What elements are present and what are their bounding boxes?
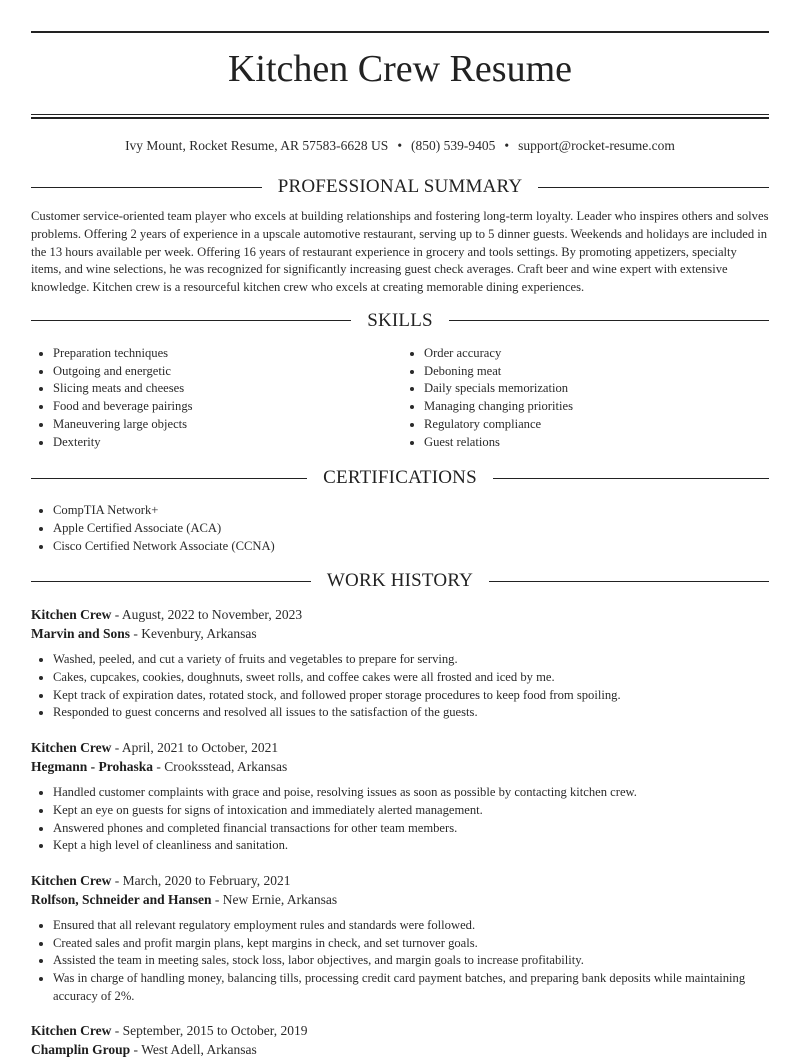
job-bullet: Was in charge of handling money, balancing tills, processing credit card payment batches, and preparing bank deposits while maintaining accuracy of 2%. — [31, 970, 769, 1005]
job-location: West Adell, Arkansas — [141, 1042, 257, 1058]
job-bullet: Created sales and profit margin plans, kept margins in check, and set turnover goals. — [31, 935, 769, 953]
heading-rule-right — [493, 478, 769, 479]
job-bullets — [31, 784, 769, 855]
heading-rule-right — [538, 187, 769, 188]
job-entry — [31, 1021, 769, 1059]
section-title: WORK HISTORY — [326, 570, 474, 592]
skill-item: Deboning meat — [402, 363, 769, 381]
job-company-line — [31, 757, 769, 776]
skill-item: Guest relations — [402, 434, 769, 452]
bullet-separator: • — [397, 138, 403, 153]
dash-separator: - — [111, 872, 123, 888]
certification-item: Apple Certified Associate (ACA) — [31, 520, 769, 538]
skill-item: Slicing meats and cheeses — [31, 380, 400, 398]
dash-separator: - — [211, 891, 223, 907]
job-company: Marvin and Sons — [31, 626, 131, 642]
section-heading-certifications — [31, 466, 769, 490]
skill-item: Maneuvering large objects — [31, 416, 400, 434]
heading-rule-right — [449, 320, 769, 321]
job-dates: March, 2020 to February, 2021 — [122, 872, 291, 888]
job-bullets — [31, 917, 769, 1006]
job-title: Kitchen Crew — [31, 1023, 112, 1039]
skill-item: Food and beverage pairings — [31, 398, 400, 416]
job-location: Crooksstead, Arkansas — [164, 759, 288, 775]
skills-column-right — [400, 345, 769, 451]
skill-item: Order accuracy — [402, 345, 769, 363]
job-bullet: Assisted the team in meeting sales, stock loss, labor objectives, and margin goals to increase profitability. — [31, 952, 769, 970]
job-entry — [31, 605, 769, 722]
heading-rule-left — [31, 320, 351, 321]
skills-column-left — [31, 345, 400, 451]
job-location: Kevenbury, Arkansas — [141, 626, 257, 642]
contact-line — [31, 137, 769, 155]
header-top-rule — [31, 31, 769, 33]
heading-rule-left — [31, 478, 307, 479]
job-entry — [31, 738, 769, 855]
section-title: PROFESSIONAL SUMMARY — [277, 176, 523, 197]
page-title: Kitchen Crew Resume — [227, 48, 573, 90]
summary-text: Customer service-oriented team player who excels at building relationships and fostering long-term loyalty. Leader who inspires others and solves problems. Offering 2 years of experience in a upscale automotive restaurant, serving up to 5 dinner guests. Weekends and holidays are included in the 13 hours available per week. Offering 16 years of restaurant experience in grocery and tools settings. By promoting appetizers, specialty items, and wine selections, he was recognized for significantly increasing guest check averages. Craft beer and wine expert with extensive knowledge. Kitchen crew is a resourceful kitchen crew who excels at creating memorable dining experiences. — [31, 209, 769, 295]
skill-item: Outgoing and energetic — [31, 363, 400, 381]
job-company-line — [31, 624, 769, 643]
job-bullet: Kept track of expiration dates, rotated stock, and followed proper storage procedures to keep food from spoiling. — [31, 687, 769, 705]
contact-email: support@rocket-resume.com — [518, 138, 675, 153]
dash-separator: - — [111, 740, 122, 756]
job-title: Kitchen Crew — [31, 872, 112, 888]
job-bullet: Washed, peeled, and cut a variety of fruits and vegetables to prepare for serving. — [31, 651, 769, 669]
section-heading-summary — [31, 175, 769, 199]
heading-rule-right — [489, 581, 769, 582]
job-bullets — [31, 651, 769, 722]
job-bullet: Ensured that all relevant regulatory employment rules and standards were followed. — [31, 917, 769, 935]
job-bullet: Answered phones and completed financial transactions for other team members. — [31, 820, 769, 838]
job-bullet: Handled customer complaints with grace and poise, resolving issues as soon as possible by contacting kitchen crew. — [31, 784, 769, 802]
job-company-line — [31, 1040, 769, 1059]
job-title-line — [31, 1021, 769, 1040]
job-bullet: Kept a high level of cleanliness and sanitation. — [31, 837, 769, 855]
certification-item: CompTIA Network+ — [31, 502, 769, 520]
skill-item: Preparation techniques — [31, 345, 400, 363]
section-title: CERTIFICATIONS — [323, 467, 477, 489]
dash-separator: - — [130, 626, 142, 642]
contact-phone: (850) 539-9405 — [411, 138, 496, 153]
job-title: Kitchen Crew — [31, 607, 112, 623]
contact-address: Ivy Mount, Rocket Resume, AR 57583-6628 US — [125, 138, 389, 153]
job-bullet: Cakes, cupcakes, cookies, doughnuts, sweet rolls, and coffee cakes were all frosted and iced by me. — [31, 669, 769, 687]
skill-item: Daily specials memorization — [402, 380, 769, 398]
job-title-line — [31, 738, 769, 757]
section-heading-work-history — [31, 569, 769, 593]
job-company: Rolfson, Schneider and Hansen — [31, 891, 212, 907]
certification-item: Cisco Certified Network Associate (CCNA) — [31, 538, 769, 556]
job-dates: September, 2015 to October, 2019 — [122, 1023, 308, 1039]
section-heading-skills — [31, 309, 769, 333]
job-title: Kitchen Crew — [31, 740, 112, 756]
job-title-line — [31, 871, 769, 890]
job-entry — [31, 871, 769, 1006]
dash-separator: - — [111, 607, 122, 623]
skill-item: Managing changing priorities — [402, 398, 769, 416]
skill-item: Regulatory compliance — [402, 416, 769, 434]
dash-separator: - — [111, 1023, 123, 1039]
job-company: Hegmann - Prohaska — [31, 759, 154, 775]
job-bullet: Responded to guest concerns and resolved all issues to the satisfaction of the guests. — [31, 704, 769, 722]
skill-item: Dexterity — [31, 434, 400, 452]
job-company: Champlin Group — [31, 1042, 131, 1058]
skills-list — [31, 345, 769, 451]
job-dates: August, 2022 to November, 2023 — [121, 607, 303, 623]
job-location: New Ernie, Arkansas — [222, 891, 338, 907]
heading-rule-left — [31, 187, 262, 188]
header-double-rule — [31, 114, 769, 119]
bullet-separator: • — [504, 138, 510, 153]
job-title-line — [31, 605, 769, 624]
certifications-list — [31, 502, 769, 555]
job-dates: April, 2021 to October, 2021 — [121, 740, 279, 756]
job-bullet: Kept an eye on guests for signs of intoxication and immediately alerted management. — [31, 802, 769, 820]
dash-separator: - — [153, 759, 165, 775]
heading-rule-left — [31, 581, 311, 582]
job-company-line — [31, 890, 769, 909]
dash-separator: - — [130, 1042, 142, 1058]
section-title: SKILLS — [367, 309, 433, 331]
